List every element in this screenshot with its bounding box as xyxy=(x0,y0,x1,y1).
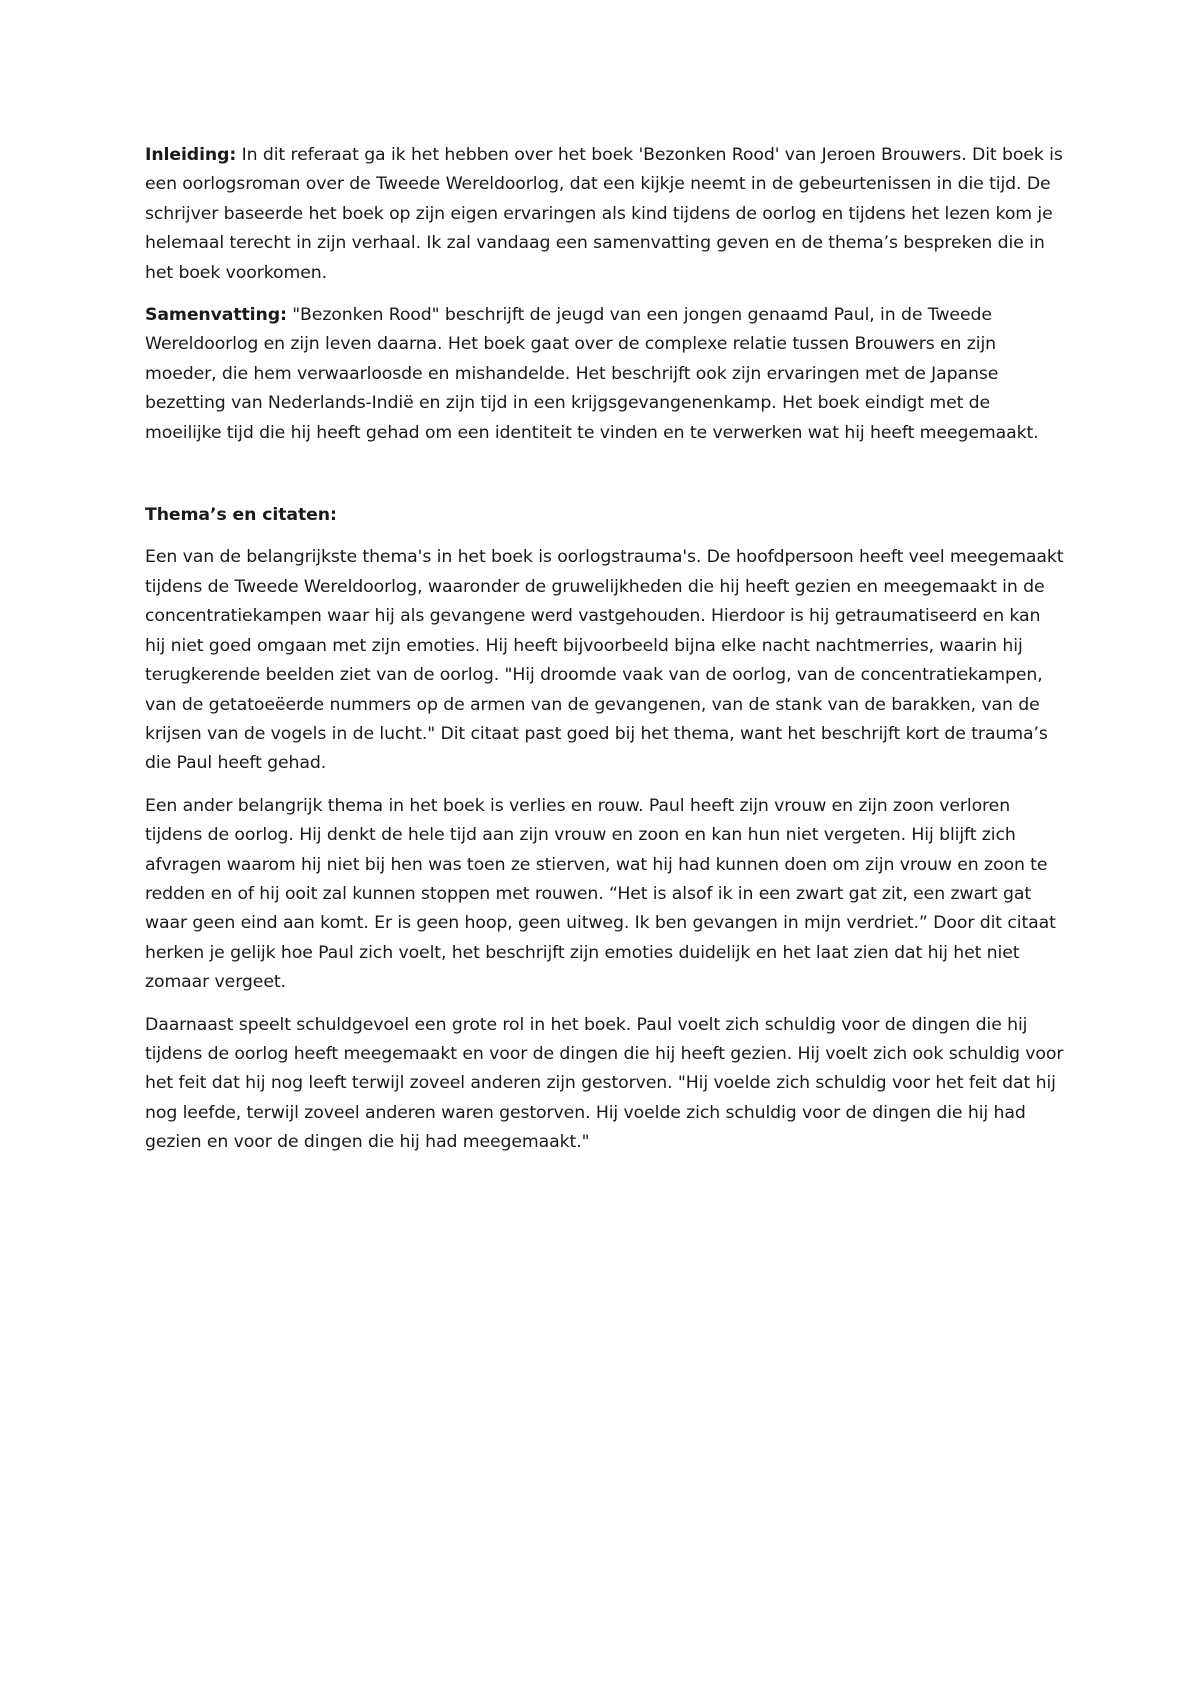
inleiding-label: Inleiding: xyxy=(145,145,237,165)
samenvatting-label: Samenvatting: xyxy=(145,305,287,326)
theme-paragraph-trauma: Een van de belangrijkste thema's in het boek is oorlogstrauma's. De hoofdpersoon heeft veel meegemaakt tijdens de Tweede Wereldoorlog, waaronder de gruwelijkheden die hij heeft gezien en meegemaakt in de concentratiekampen waar hij als gevangene werd vastgehouden. Hierdoor is hij getraumatiseerd en kan hij niet goed omgaan met zijn emoties. Hij heeft bijvoorbeeld bijna elke nacht nachtmerries, waarin hij terugkerende beelden ziet van de oorlog. "Hij droomde vaak van de oorlog, van de concentratiekampen, van de getatoeëerde nummers op de armen van de gevangenen, van de stank van de barakken, van de krijsen van de vogels in de lucht." Dit citaat past goed bij het thema, want het beschrijft kort de trauma’s die Paul heeft gehad. xyxy=(145,547,1064,774)
section-spacer xyxy=(145,461,1065,501)
themas-heading: Thema’s en citaten: xyxy=(145,505,337,526)
samenvatting-text: "Bezonken Rood" beschrijft de jeugd van een jongen genaamd Paul, in de Tweede Wereldoorlog en zijn leven daarna. Het boek gaat over de complexe relatie tussen Brouwers en zijn moeder, die hem verwaarloosde en mishandelde. Het beschrijft ook zijn ervaringen met de Japanse bezetting van Nederlands-Indië en zijn tijd in een krijgsgevangenenkamp. Het boek eindigt met de moeilijke tijd die hij heeft gehad om een identiteit te vinden en te verwerken wat hij heeft meegemaakt. xyxy=(145,305,1039,443)
samenvatting-paragraph xyxy=(145,301,1065,448)
document-body xyxy=(145,141,1065,1171)
inleiding-paragraph xyxy=(145,141,1065,288)
theme-paragraph-verlies: Een ander belangrijk thema in het boek is verlies en rouw. Paul heeft zijn vrouw en zijn zoon verloren tijdens de oorlog. Hij denkt de hele tijd aan zijn vrouw en zoon en kan hun niet vergeten. Hij blijft zich afvragen waarom hij niet bij hen was toen ze stierven, wat hij had kunnen doen om zijn vrouw en zoon te redden en of hij ooit zal kunnen stoppen met rouwen. “Het is alsof ik in een zwart gat zit, een zwart gat waar geen eind aan komt. Er is geen hoop, geen uitweg. Ik ben gevangen in mijn verdriet.” Door dit citaat herken je gelijk hoe Paul zich voelt, het beschrijft zijn emoties duidelijk en het laat zien dat hij het niet zomaar vergeet. xyxy=(145,795,1056,993)
theme-paragraph-schuld: Daarnaast speelt schuldgevoel een grote rol in het boek. Paul voelt zich schuldig voor de dingen die hij tijdens de oorlog heeft meegemaakt en voor de dingen die hij heeft gezien. Hij voelt zich ook schuldig voor het feit dat hij nog leeft terwijl zoveel anderen zijn gestorven. "Hij voelde zich schuldig voor het feit dat hij nog leefde, terwijl zoveel anderen waren gestorven. Hij voelde zich schuldig voor de dingen die hij had gezien en voor de dingen die hij had meegemaakt." xyxy=(145,1014,1064,1153)
inleiding-text: In dit referaat ga ik het hebben over het boek 'Bezonken Rood' van Jeroen Brouwers. Dit boek is een oorlogsroman over de Tweede Wereldoorlog, dat een kijkje neemt in de gebeurtenissen in die tijd. De schrijver baseerde het boek op zijn eigen ervaringen als kind tijdens de oorlog en tijdens het lezen kom je helemaal terecht in zijn verhaal. Ik zal vandaag een samenvatting geven en de thema’s bespreken die in het boek voorkomen. xyxy=(145,145,1063,283)
